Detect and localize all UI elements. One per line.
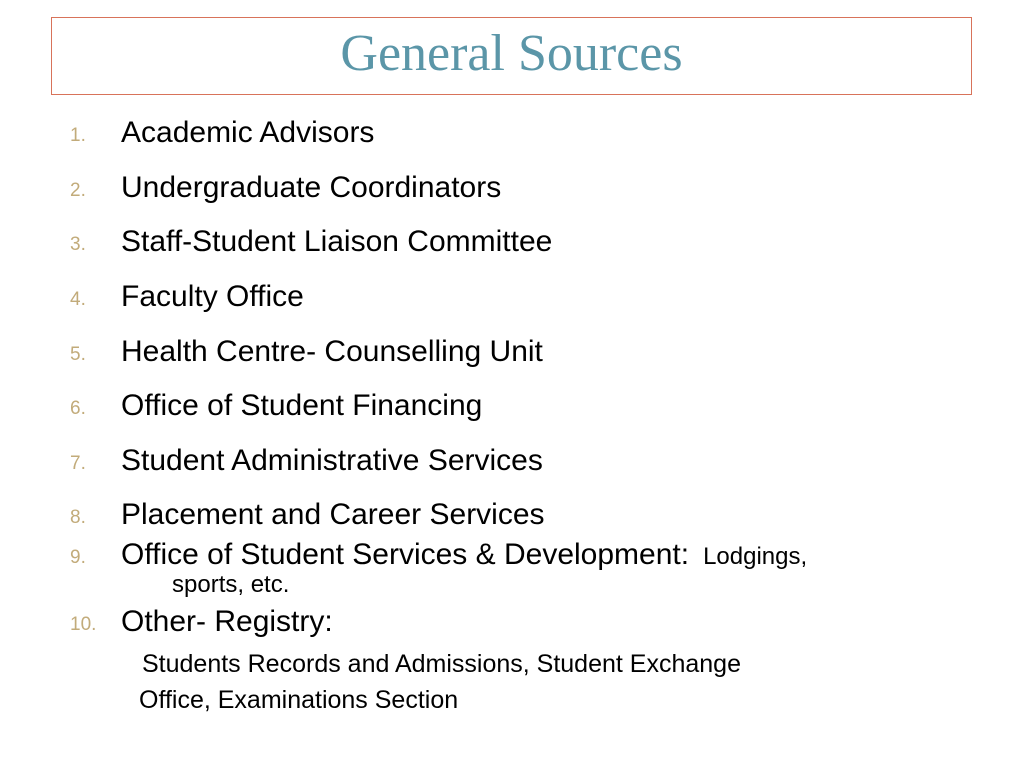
list-number: 2.	[70, 180, 86, 201]
list-label: Faculty Office	[121, 280, 304, 313]
list-label: Office of Student Financing	[121, 389, 483, 422]
list-label: Student Administrative Services	[121, 444, 543, 477]
list-label: Undergraduate Coordinators	[121, 171, 502, 204]
list-number: 8.	[70, 507, 86, 528]
list-label-extra: Lodgings,	[703, 543, 808, 570]
list-label: Other- Registry:	[121, 605, 333, 638]
list-label-continuation: sports, etc.	[172, 571, 290, 598]
list-label: Academic Advisors	[121, 116, 375, 149]
list-label	[121, 540, 807, 570]
list-label-main: Office of Student Services & Development:	[121, 538, 690, 571]
list-label: Health Centre- Counselling Unit	[121, 335, 543, 368]
list-number: 1.	[70, 125, 86, 146]
list-number: 4.	[70, 289, 86, 310]
slide-title: General Sources	[340, 25, 683, 82]
registry-sub-line: Office, Examinations Section	[139, 686, 459, 714]
list-number: 6.	[70, 398, 86, 419]
list-number: 3.	[70, 234, 86, 255]
title-box	[51, 17, 972, 95]
list-label: Placement and Career Services	[121, 498, 545, 531]
list-label: Staff-Student Liaison Committee	[121, 225, 553, 258]
list-number: 10.	[70, 614, 97, 635]
list-number: 7.	[70, 453, 86, 474]
list-number: 5.	[70, 344, 86, 365]
list-number: 9.	[70, 547, 86, 568]
registry-sub-line: Students Records and Admissions, Student Exchange	[142, 650, 741, 678]
